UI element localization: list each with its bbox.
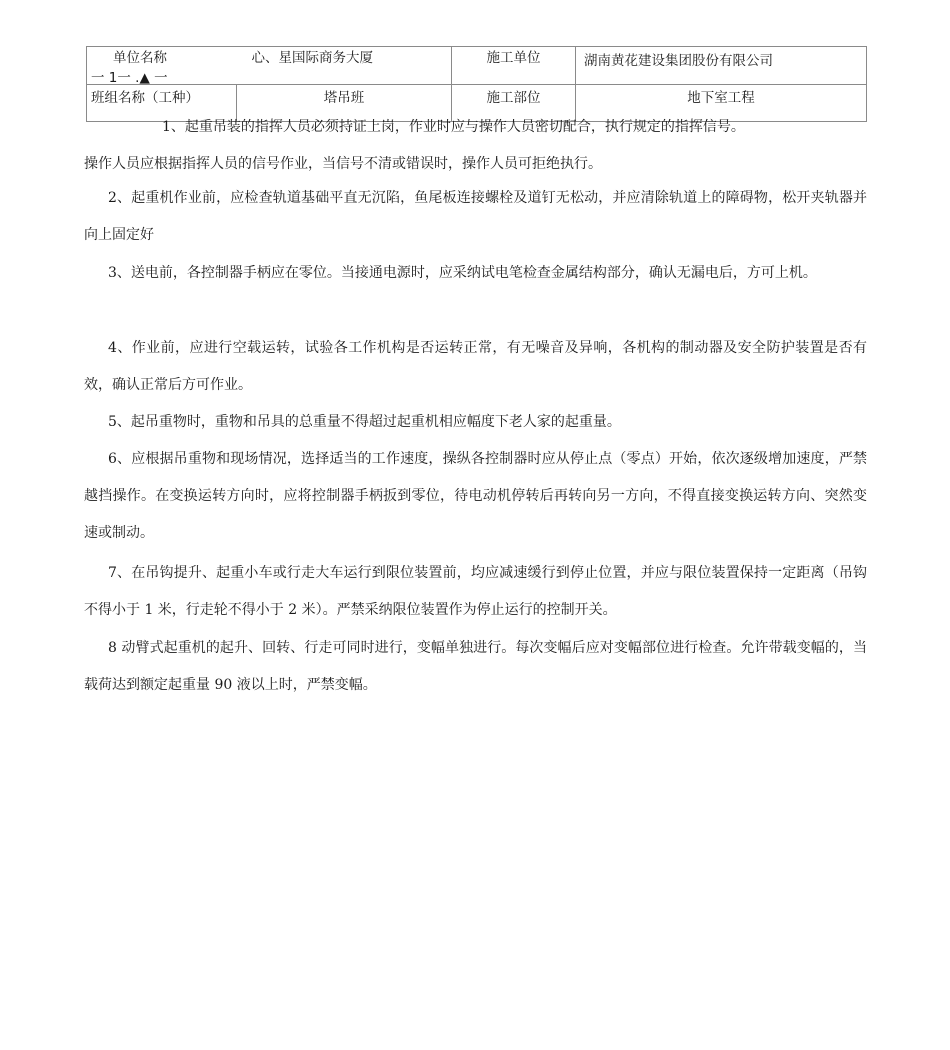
team-label: 班组名称（工种） <box>87 85 237 122</box>
paragraph-3: 3、送电前，各控制器手柄应在零位。当接通电源时，应采纳试电笔检查金属结构部分，确认无漏电后，方可上机。 <box>108 265 817 281</box>
header-row-unit <box>87 47 867 85</box>
team-value: 塔吊班 <box>237 85 452 122</box>
page-mark: 一 1一 .▲ 一 <box>91 70 168 86</box>
paragraph-1: 1、起重吊装的指挥人员必须持证上岗，作业时应与操作人员密切配合，执行规定的指挥信号。 <box>162 119 745 135</box>
paragraph-6: 6、应根据吊重物和现场情况，选择适当的工作速度，操纵各控制器时应从停止点（零点）开始，依次逐级增加速度，严禁越挡操作。在变换运转方向时，应将控制器手柄扳到零位，待电动机停转后再转向另一方向，不得直接变换运转方向、突然变速或制动。 <box>84 451 867 541</box>
builder-label: 施工单位 <box>452 47 576 85</box>
paragraph-8: 8 动臂式起重机的起升、回转、行走可同时进行，变幅单独进行。每次变幅后应对变幅部位进行检查。允许带载变幅的，当载荷达到额定起重量 90 液以上时，严禁变幅。 <box>84 640 867 693</box>
paragraph-4: 4、作业前，应进行空载运转，试验各工作机构是否运转正常，有无噪音及异响，各机构的制动器及安全防护装置是否有效，确认正常后方可作业。 <box>84 340 867 393</box>
unit-name-label: 单位名称 <box>113 50 167 66</box>
unit-name-value: 心、星国际商务大厦 <box>251 50 373 66</box>
builder-value: 湖南黄花建设集团股份有限公司 <box>576 47 867 85</box>
paragraph-5: 5、起吊重物时，重物和吊具的总重量不得超过起重机相应幅度下老人家的起重量。 <box>108 414 621 430</box>
location-value: 地下室工程 <box>576 85 867 122</box>
paragraph-2: 2、起重机作业前，应检查轨道基础平直无沉陷，鱼尾板连接螺栓及道钉无松动，并应清除轨道上的障碍物，松开夹轨器并向上固定好 <box>84 190 867 243</box>
paragraph-1-cont: 操作人员应根据指挥人员的信号作业，当信号不清或错误时，操作人员可拒绝执行。 <box>84 156 602 172</box>
paragraph-7: 7、在吊钩提升、起重小车或行走大车运行到限位装置前，均应减速缓行到停止位置，并应与限位装置保持一定距离（吊钩不得小于 1 米，行走轮不得小于 2 米）。严禁采纳限位装置作为停止运行的控制开关。 <box>84 565 867 618</box>
location-label: 施工部位 <box>452 85 576 122</box>
